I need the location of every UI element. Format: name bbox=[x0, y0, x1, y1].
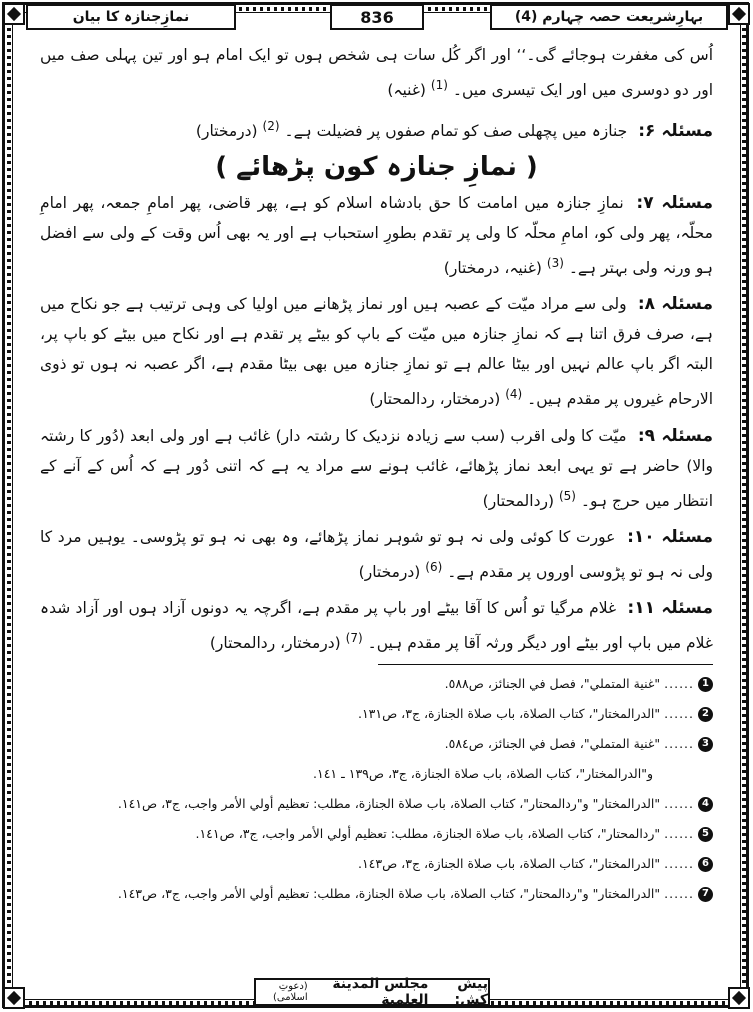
masala-label: مسئلہ ۹: bbox=[637, 425, 713, 446]
section-title: ( نمازِ جنازہ کون پڑھائے ) bbox=[215, 152, 538, 183]
masala-label: مسئلہ ۷: bbox=[636, 193, 713, 214]
page-number: 836 bbox=[330, 4, 424, 30]
footnote-1 bbox=[40, 673, 713, 695]
footnote-number: 7 bbox=[698, 887, 713, 902]
paragraph-intro bbox=[40, 40, 713, 105]
footnote-7 bbox=[40, 883, 713, 905]
corner-ornament-tl bbox=[3, 3, 25, 25]
footnote-dots: ...... bbox=[664, 856, 694, 872]
masala-text: عورت کا کوئی ولی نہ ہو تو شوہر نماز پڑھائے، وہ بھی نہ ہو تو پڑوسی۔ یوہیں مرد کا ولی نہ ہو تو پڑوسی اوروں پر مقدم ہے۔ bbox=[40, 527, 713, 581]
corner-ornament-tr bbox=[728, 3, 750, 25]
masala-text: میّت کا ولی اقرب (سب سے زیادہ نزدیک کا رشتہ دار) غائب ہے اور ولی ابعد (دُور کا رشتہ والا) حاضر ہے تو یہی ابعد نماز پڑھائے، غائب ہونے سے مراد یہ ہے کہ اتنی دُور ہے کہ اُس کے آنے کے انتظار میں حرج ہو۔ bbox=[40, 426, 713, 510]
footnote-text: "الدرالمختار" و"ردالمحتار"، كتاب الصلاة، باب صلاة الجنازة، مطلب: تعظيم أولي الأمر واجب، ج٣، ص١٤٣. bbox=[117, 886, 661, 902]
masala-11 bbox=[40, 593, 713, 658]
left-chain-border bbox=[7, 22, 11, 990]
intro-text: اُس کی مغفرت ہوجائے گی۔‘‘ اور اگر کُل سات ہی شخص ہوں تو ایک امام ہو اور تین پہلی صف میں اور دو دوسری میں اور ایک تیسری میں۔ bbox=[40, 46, 713, 100]
masala-7 bbox=[40, 188, 713, 283]
masala-text: جنازہ میں پچھلی صف کو تمام صفوں پر فضیلت ہے۔ bbox=[284, 122, 628, 141]
footnote-number: 2 bbox=[698, 707, 713, 722]
source-citation: (غنیہ، درمختار) bbox=[443, 259, 542, 278]
footnote-3-continued: و"الدرالمختار"، كتاب الصلاة، باب صلاة الجنازة، ج٣، ص١٣٩ ـ ١٤١. bbox=[313, 766, 653, 782]
footnote-ref-7[interactable]: (7) bbox=[345, 630, 363, 645]
masala-label: مسئلہ ۸: bbox=[637, 294, 713, 315]
footnote-ref-3[interactable]: (3) bbox=[546, 256, 564, 271]
footnote-dots: ...... bbox=[664, 706, 694, 722]
footnote-number: 4 bbox=[698, 797, 713, 812]
source-citation: (درمختار) bbox=[195, 122, 258, 141]
publisher-footer bbox=[254, 978, 490, 1006]
footnote-ref-4[interactable]: (4) bbox=[505, 387, 523, 402]
masala-label: مسئلہ ۱۱: bbox=[627, 597, 713, 618]
footnote-dots: ...... bbox=[664, 736, 694, 752]
footnote-number: 5 bbox=[698, 827, 713, 842]
masala-9 bbox=[40, 421, 713, 516]
source-citation: (غنیہ) bbox=[387, 81, 426, 100]
footnote-ref-5[interactable]: (5) bbox=[558, 488, 576, 503]
publisher-org: (دعوتِ اسلامی) bbox=[272, 981, 308, 1003]
footnotes bbox=[40, 673, 713, 905]
footnote-text: "غنية المتملي"، فصل في الجنائز، ص٥٨٤. bbox=[444, 736, 661, 752]
footnote-number: 6 bbox=[698, 857, 713, 872]
footnote-dots: ...... bbox=[664, 826, 694, 842]
masala-text: ولی سے مراد میّت کے عصبہ ہیں اور نماز پڑھانے میں اولیا کی وہی ترتیب ہے جو نکاح میں ہے، صرف فرق اتنا ہے کہ نمازِ جنازہ میں میّت کے باپ کو بیٹے پر تقدم ہے اور نکاح میں بیٹے کو باپ پر، البتہ اگر باپ عالم نہیں اور بیٹا عالم ہے تو نمازِ جنازہ میں بھی بیٹا مقدم ہے، اگر عصبہ نہ ہوں تو ذوی الارحام غیروں پر مقدم ہیں۔ bbox=[40, 295, 713, 409]
masala-6 bbox=[40, 111, 713, 146]
footnote-text: "الدرالمختار"، كتاب الصلاة، باب صلاة الجنازة، ج٣، ص١٣١. bbox=[357, 706, 661, 722]
corner-ornament-br bbox=[728, 987, 750, 1009]
footnote-number: 3 bbox=[698, 737, 713, 752]
footnote-ref-1[interactable]: (1) bbox=[430, 78, 448, 92]
footnote-5 bbox=[40, 823, 713, 845]
masala-text: غلام مرگیا تو اُس کا آقا بیٹے اور باپ پر مقدم ہے، اگرچہ یہ دونوں آزاد ہوں اور آزاد شدہ غلام میں باپ اور بیٹے اور دیگر ورثہ آقا پر مقدم ہیں۔ bbox=[40, 598, 713, 653]
footnote-dots: ...... bbox=[664, 886, 694, 902]
footnote-dots: ...... bbox=[664, 796, 694, 812]
source-citation: (درمختار، ردالمحتار) bbox=[209, 634, 341, 653]
footnote-4 bbox=[40, 793, 713, 815]
right-chain-border bbox=[742, 22, 746, 990]
footnote-text: "الدرالمختار"، كتاب الصلاة، باب صلاة الجنازة، ج٣، ص١٤٣. bbox=[357, 856, 661, 872]
footnote-number: 1 bbox=[698, 677, 713, 692]
footnote-3 bbox=[40, 733, 713, 755]
footnote-2 bbox=[40, 703, 713, 725]
masala-8 bbox=[40, 289, 713, 414]
header-chapter: نمازِجنازہ کا بیان bbox=[26, 4, 236, 30]
footnote-ref-6[interactable]: (6) bbox=[425, 559, 443, 574]
source-citation: (درمختار) bbox=[358, 562, 421, 581]
footnote-dots: ...... bbox=[664, 676, 694, 692]
corner-ornament-bl bbox=[3, 987, 25, 1009]
masala-text: نمازِ جنازہ میں امامت کا حق بادشاہ اسلام کو ہے، پھر قاضی، پھر امامِ جمعہ، پھر امامِ محلّہ، پھر ولی کو، امامِ محلّہ کا ولی پر تقدم بطورِ استحباب ہے اور یہ بھی اُس وقت کے ولی سے افضل ہو ورنہ ولی بہتر ہے۔ bbox=[40, 194, 713, 278]
page-content bbox=[40, 40, 713, 913]
publisher-name: مجلس المدینة العلمیة bbox=[332, 976, 429, 1008]
footnote-6 bbox=[40, 853, 713, 875]
presented-by-label: پیش کش: bbox=[454, 976, 488, 1008]
source-citation: (ردالمحتار) bbox=[482, 491, 555, 510]
header-book-title: بہارِشریعت حصہ چہارم (4) bbox=[490, 4, 728, 30]
source-citation: (درمختار، ردالمحتار) bbox=[369, 390, 501, 409]
masala-label: مسئلہ ۶: bbox=[638, 121, 713, 142]
masala-label: مسئلہ ۱۰: bbox=[627, 526, 713, 547]
footnote-divider bbox=[378, 664, 713, 665]
footnote-text: "الدرالمختار" و"ردالمحتار"، كتاب الصلاة، باب صلاة الجنازة، مطلب: تعظيم أولي الأمر واجب، ج٣، ص١٤١. bbox=[117, 796, 661, 812]
footnote-text: "غنية المتملي"، فصل في الجنائز، ص٥٨٨. bbox=[444, 676, 661, 692]
footnote-ref-2[interactable]: (2) bbox=[262, 119, 280, 134]
masala-10 bbox=[40, 522, 713, 587]
footnote-text: "ردالمحتار"، كتاب الصلاة، باب صلاة الجنازة، مطلب: تعظيم أولي الأمر واجب، ج٣، ص١٤١. bbox=[195, 826, 661, 842]
